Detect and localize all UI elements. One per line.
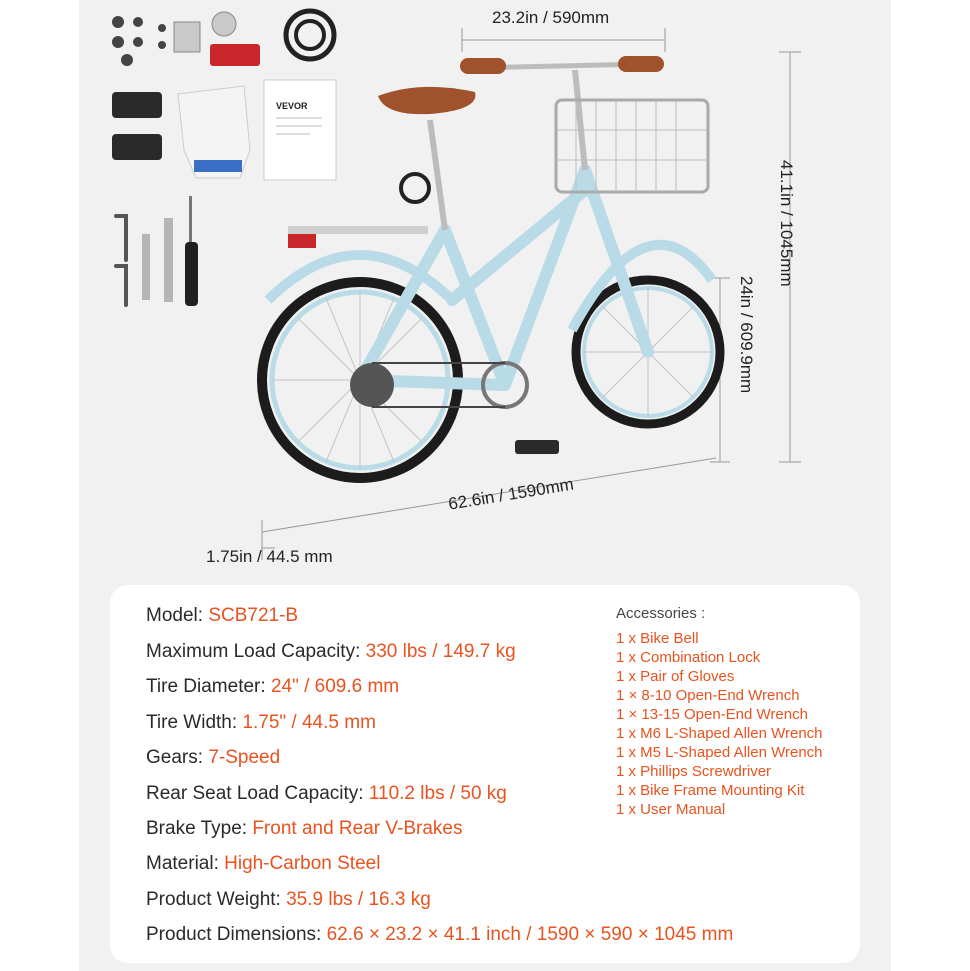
- spec-model: [146, 605, 298, 627]
- spec-label: Material:: [146, 853, 225, 874]
- spec-label: Product Weight:: [146, 889, 287, 910]
- spec-label: Tire Width:: [146, 712, 243, 733]
- accessories-title: Accessories :: [616, 605, 706, 622]
- accessory-item: 1 x Pair of Gloves: [616, 668, 735, 685]
- spec-material: [146, 853, 380, 875]
- accessory-item: 1 x Bike Frame Mounting Kit: [616, 782, 805, 799]
- spec-value: 330 lbs / 149.7 kg: [365, 641, 516, 662]
- length-dimension: 62.6in / 1590mm: [447, 474, 576, 514]
- spec-gears: [146, 747, 280, 769]
- spec-value: 24" / 609.6 mm: [270, 676, 400, 697]
- spec-dimensions: [146, 924, 733, 946]
- spec-weight: [146, 889, 431, 911]
- spec-label: Rear Seat Load Capacity:: [146, 783, 369, 804]
- accessory-item: 1 x M6 L-Shaped Allen Wrench: [616, 725, 823, 742]
- spec-value: 7-Speed: [208, 747, 281, 768]
- accessory-item: 1 x Combination Lock: [616, 649, 761, 666]
- spec-label: Gears:: [146, 747, 209, 768]
- accessories-cluster: [112, 11, 336, 306]
- spec-card: [110, 585, 860, 963]
- spec-label: Maximum Load Capacity:: [146, 641, 366, 662]
- spec-value: High-Carbon Steel: [224, 853, 381, 874]
- spec-brake-type: [146, 818, 462, 840]
- spec-label: Model:: [146, 605, 209, 626]
- height-dimension: 41.1in / 1045mm: [777, 160, 796, 287]
- spec-label: Product Dimensions:: [146, 924, 327, 945]
- spec-value: Front and Rear V-Brakes: [252, 818, 463, 839]
- manual-logo: VEVOR: [276, 101, 308, 111]
- spec-rear-seat-load: [146, 783, 507, 805]
- tire-width-dimension: 1.75in / 44.5 mm: [206, 547, 333, 566]
- spec-tire-diameter: [146, 676, 399, 698]
- spec-value: 110.2 lbs / 50 kg: [368, 783, 507, 804]
- width-dimension: 23.2in / 590mm: [492, 8, 610, 27]
- accessory-item: 1 × 8-10 Open-End Wrench: [616, 687, 800, 704]
- accessory-item: 1 x Bike Bell: [616, 630, 699, 647]
- spec-value: 62.6 × 23.2 × 41.1 inch / 1590 × 590 × 1045 mm: [326, 924, 734, 945]
- accessory-item: 1 x M5 L-Shaped Allen Wrench: [616, 744, 823, 761]
- accessory-item: 1 x Phillips Screwdriver: [616, 763, 772, 780]
- accessory-item: 1 x User Manual: [616, 801, 726, 818]
- wheel-dimension: 24in / 609.9mm: [737, 276, 756, 394]
- spec-tire-width: [146, 712, 376, 734]
- spec-value: 35.9 lbs / 16.3 kg: [286, 889, 431, 910]
- accessory-item: 1 × 13-15 Open-End Wrench: [616, 706, 808, 723]
- spec-max-load: [146, 641, 516, 663]
- spec-label: Tire Diameter:: [146, 676, 271, 697]
- spec-value: 1.75" / 44.5 mm: [242, 712, 376, 733]
- spec-value: SCB721-B: [208, 605, 299, 626]
- spec-label: Brake Type:: [146, 818, 253, 839]
